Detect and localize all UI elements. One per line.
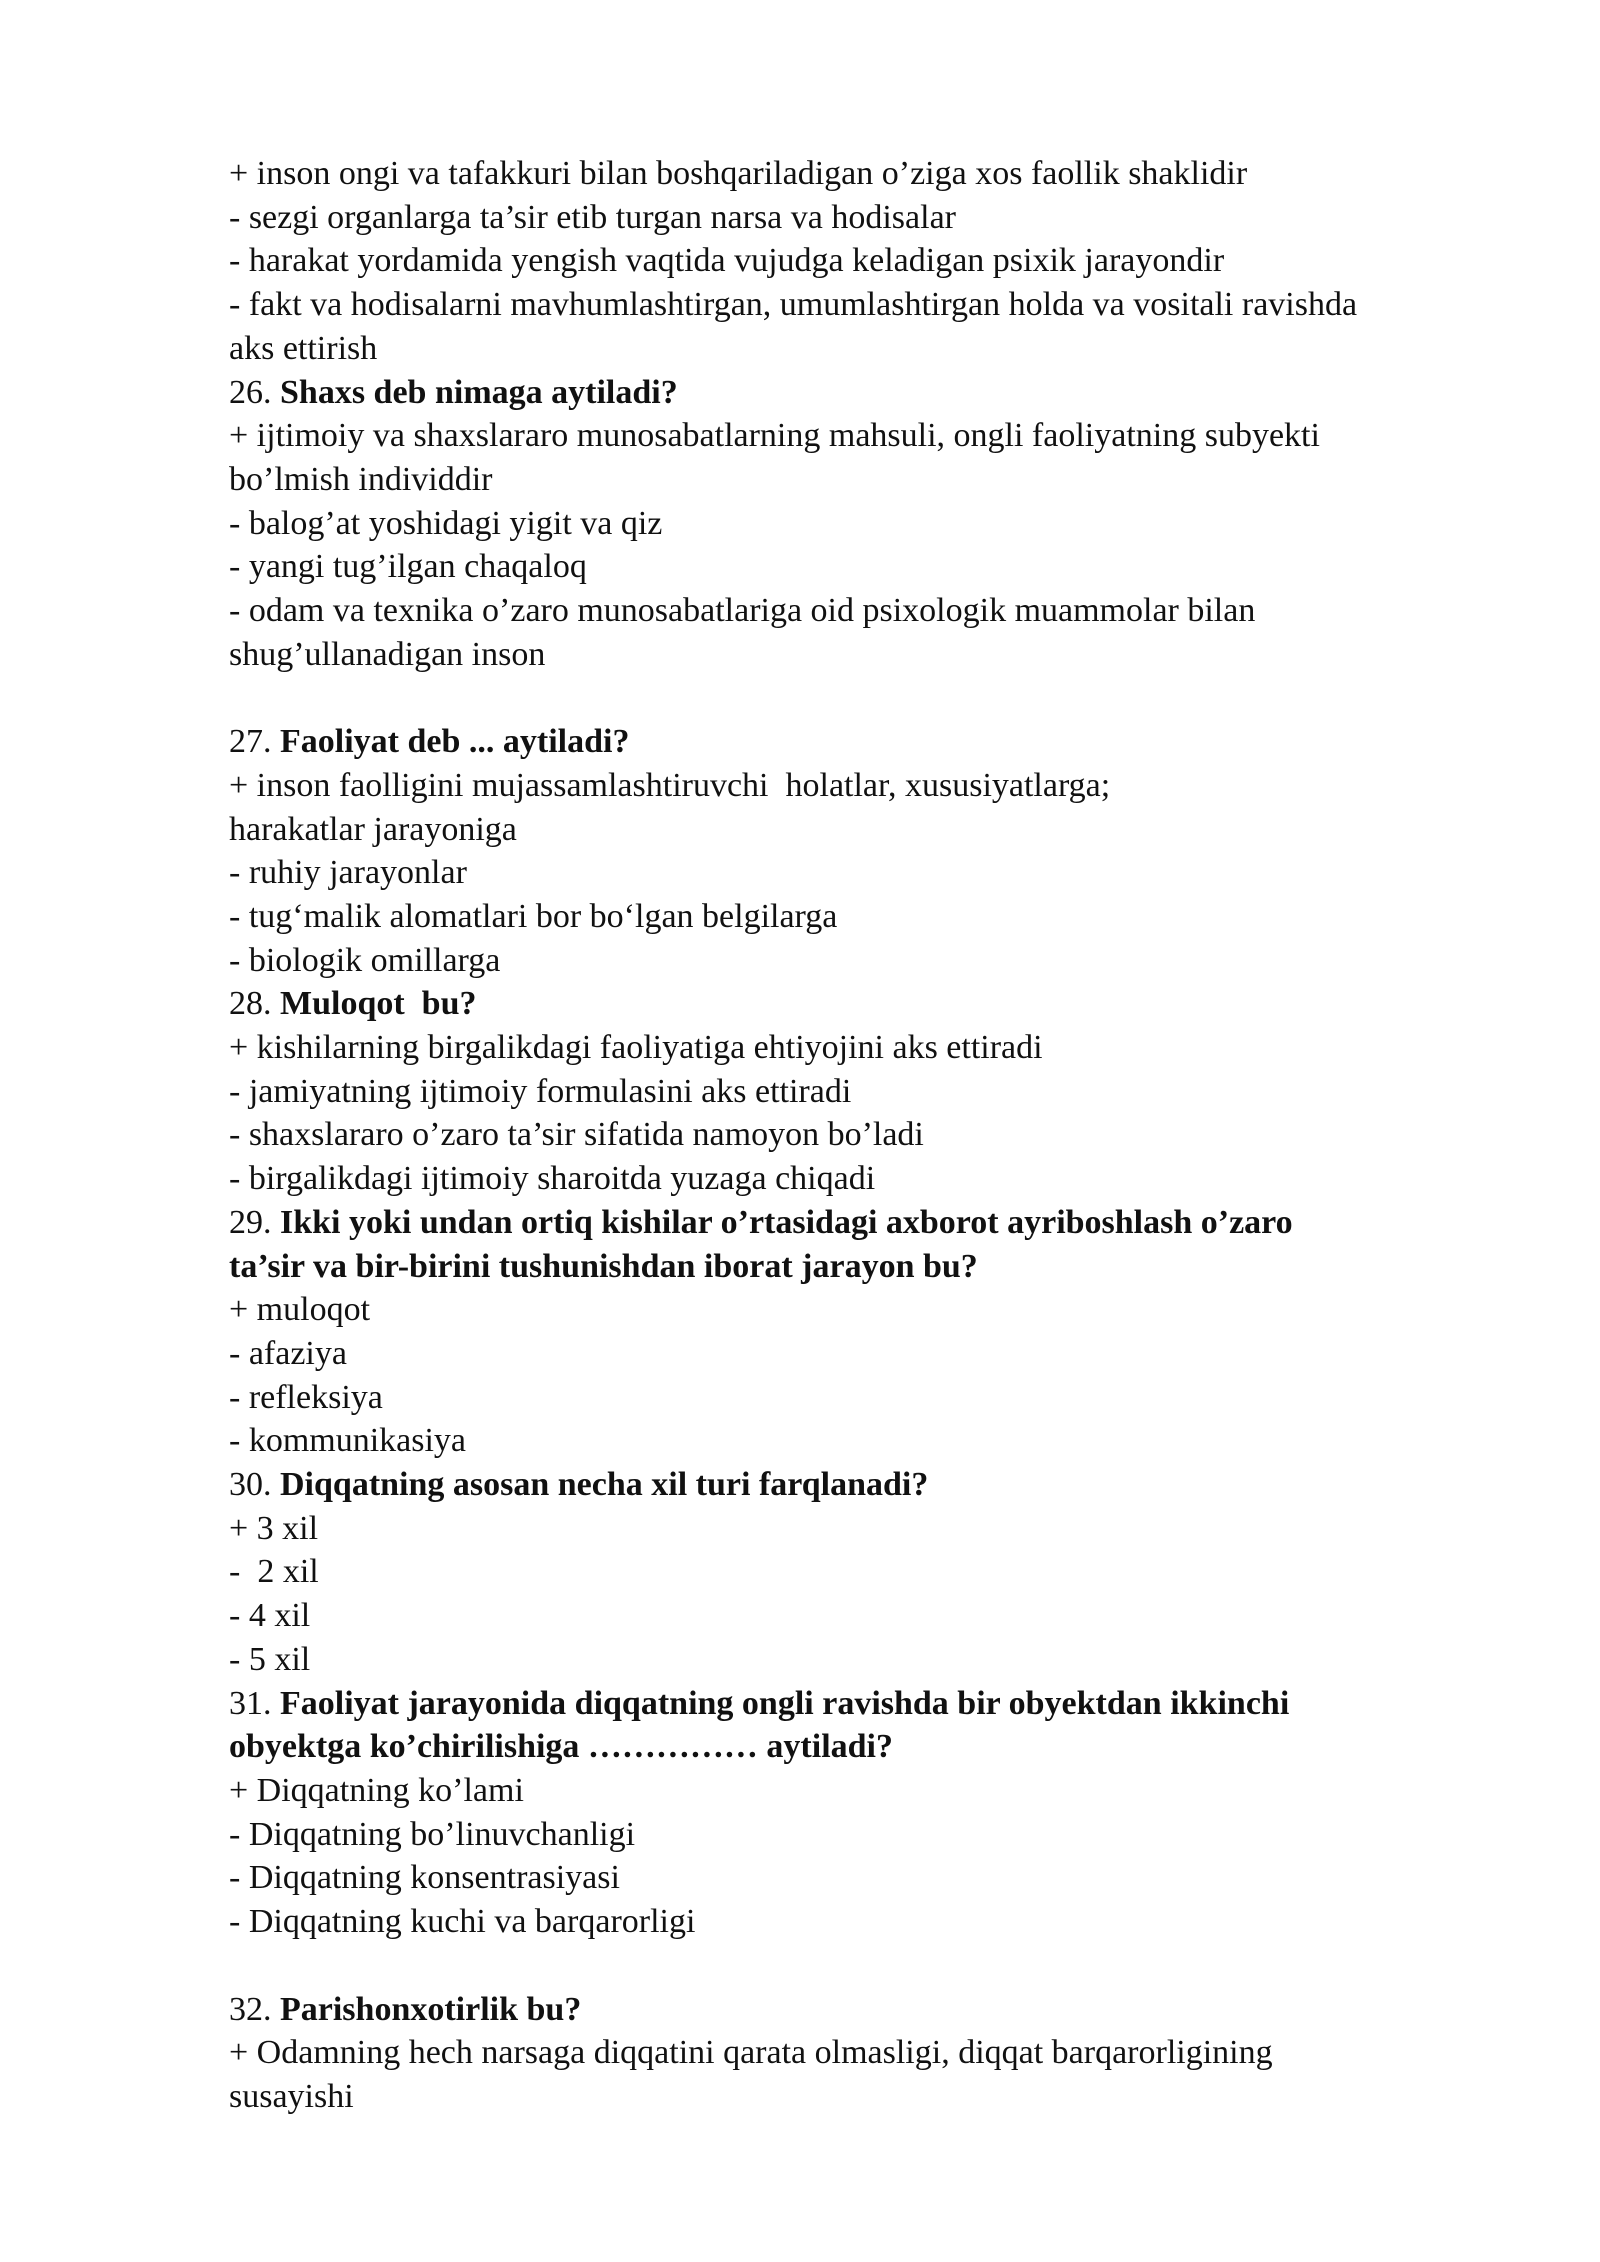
document-page [229, 152, 1509, 2119]
question-text: Ikki yoki undan ortiq kishilar o’rtasidagi axborot ayriboshlash o’zaro [280, 1203, 1293, 1241]
answer-option: - 5 xil [229, 1640, 311, 1678]
question-line [229, 1463, 1509, 1507]
answer-option: - odam va texnika o’zaro munosabatlariga oid psixologik muammolar bilan [229, 592, 1256, 630]
question-line [229, 982, 1509, 1026]
answer-option-correct: + inson ongi va tafakkuri bilan boshqariladigan o’ziga xos faollik shaklidir [229, 155, 1248, 192]
question-text: Shaxs deb nimaga aytiladi? [280, 373, 678, 411]
answer-option-continuation: bo’lmish individdir [229, 460, 493, 498]
answer-option: - biologik omillarga [229, 941, 501, 979]
question-text: Parishonxotirlik bu? [280, 1990, 582, 2028]
answer-option-continuation: aks ettirish [229, 329, 378, 367]
question-text: Faoliyat jarayonida diqqatning ongli ravishda bir obyektdan ikkinchi [280, 1684, 1290, 1722]
question-number: 31. [229, 1684, 272, 1722]
answer-option: - balog’at yoshidagi yigit va qiz [229, 504, 663, 542]
answer-option: - 2 xil [229, 1553, 319, 1591]
answer-option: - ruhiy jarayonlar [229, 854, 467, 892]
question-number: 32. [229, 1990, 272, 2028]
answer-option-correct: + Diqqatning ko’lami [229, 1772, 524, 1809]
question-line [229, 1988, 1509, 2032]
question-text: obyektga ko’chirilishiga …………… aytiladi? [229, 1728, 893, 1766]
answer-option-continuation: harakatlar jarayoniga [229, 810, 517, 848]
answer-option: - shaxslararo o’zaro ta’sir sifatida namoyon bo’ladi [229, 1116, 924, 1154]
question-text: ta’sir va bir-birini tushunishdan iborat jarayon bu? [229, 1247, 978, 1285]
answer-option: - Diqqatning bo’linuvchanligi [229, 1815, 636, 1853]
answer-option-correct: + Odamning hech narsaga diqqatini qarata olmasligi, diqqat barqarorligining [229, 2034, 1273, 2072]
answer-option-correct: + muloqot [229, 1291, 371, 1329]
question-number: 30. [229, 1466, 272, 1504]
question-line [229, 1245, 1509, 1289]
answer-option: - sezgi organlarga ta’sir etib turgan narsa va hodisalar [229, 198, 956, 236]
answer-option: - refleksiya [229, 1378, 383, 1416]
answer-option-correct: + ijtimoiy va shaxslararo munosabatlarning mahsuli, ongli faoliyatning subyekti [229, 417, 1320, 455]
question-line [229, 720, 1509, 764]
blank-line [229, 676, 1509, 720]
answer-option: - birgalikdagi ijtimoiy sharoitda yuzaga chiqadi [229, 1160, 876, 1198]
answer-option: - kommunikasiya [229, 1422, 467, 1460]
question-number: 28. [229, 985, 272, 1023]
question-line [229, 371, 1509, 415]
question-number: 27. [229, 723, 272, 761]
answer-option: - harakat yordamida yengish vaqtida vujudga keladigan psixik jarayondir [229, 242, 1225, 280]
question-line [229, 1201, 1509, 1245]
answer-option: - Diqqatning kuchi va barqarorligi [229, 1903, 696, 1941]
answer-option: - tug‘malik alomatlari bor bo‘lgan belgilarga [229, 897, 838, 935]
answer-option: - jamiyatning ijtimoiy formulasini aks ettiradi [229, 1072, 852, 1110]
answer-option: - Diqqatning konsentrasiyasi [229, 1859, 620, 1897]
question-text: Muloqot bu? [280, 985, 477, 1023]
answer-option-correct: + inson faolligini mujassamlashtiruvchi holatlar, xususiyatlarga; [229, 766, 1111, 804]
question-number: 26. [229, 373, 272, 411]
question-number: 29. [229, 1203, 272, 1241]
question-text: Faoliyat deb ... aytiladi? [280, 723, 630, 761]
answer-option-correct: + kishilarning birgalikdagi faoliyatiga ehtiyojini aks ettiradi [229, 1029, 1043, 1067]
blank-line [229, 1944, 1509, 1988]
question-text: Diqqatning asosan necha xil turi farqlanadi? [280, 1466, 929, 1504]
answer-option: - fakt va hodisalarni mavhumlashtirgan, umumlashtirgan holda va vositali ravishda [229, 286, 1358, 324]
answer-option: - yangi tug’ilgan chaqaloq [229, 548, 587, 586]
answer-option-continuation: susayishi [229, 2077, 354, 2115]
question-line [229, 1682, 1509, 1726]
question-line [229, 1725, 1509, 1769]
answer-option-correct: + 3 xil [229, 1509, 319, 1547]
answer-option: - 4 xil [229, 1597, 311, 1635]
answer-option-continuation: shug’ullanadigan inson [229, 635, 546, 673]
answer-option: - afaziya [229, 1334, 347, 1372]
